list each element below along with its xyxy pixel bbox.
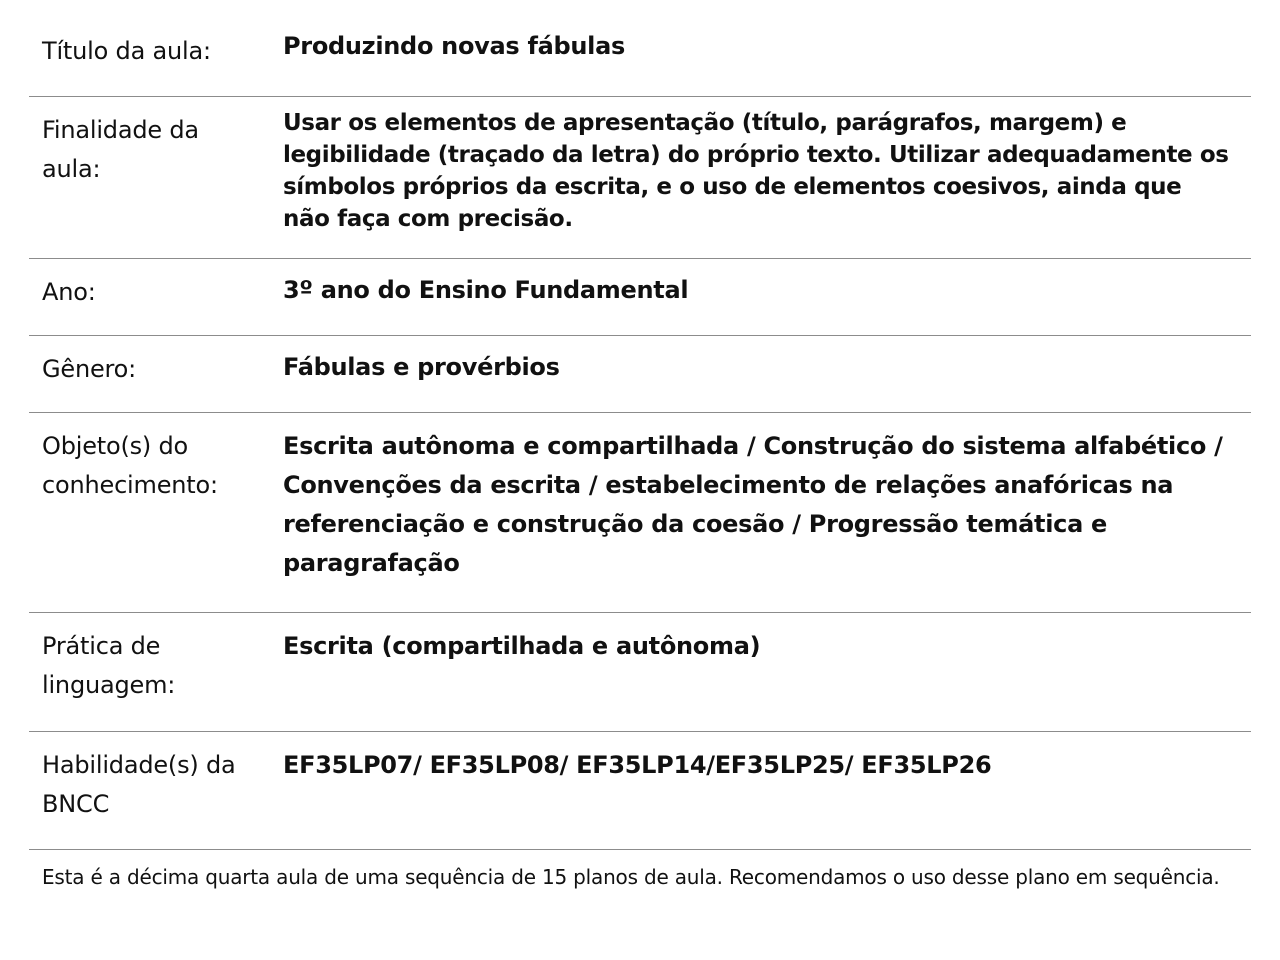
row-value: Usar os elementos de apresentação (título, parágrafos, margem) e legibilidade (traçado da letra) do próprio texto. Utilizar adequadamente os símbolos próprios da escrita, e o uso de elementos coesivos, ainda que não faça com precisão. bbox=[283, 110, 1229, 232]
row-finalidade bbox=[29, 97, 1251, 259]
lesson-plan-table bbox=[29, 0, 1251, 893]
row-value: 3º ano do Ensino Fundamental bbox=[283, 276, 689, 304]
sequence-note: Esta é a décima quarta aula de uma sequência de 15 planos de aula. Recomendamos o uso desse plano em sequência. bbox=[42, 865, 1220, 889]
row-label: Título da aula: bbox=[42, 37, 211, 65]
row-habilidades bbox=[29, 732, 1251, 850]
row-value: Produzindo novas fábulas bbox=[283, 32, 625, 60]
row-value: Escrita autônoma e compartilhada / Construção do sistema alfabético / Convenções da escrita / estabelecimento de relações anafóricas na referenciação e construção da coesão / Progressão temática e paragrafação bbox=[283, 432, 1223, 577]
row-value: Escrita (compartilhada e autônoma) bbox=[283, 632, 761, 660]
row-ano bbox=[29, 259, 1251, 336]
row-pratica bbox=[29, 613, 1251, 732]
row-label: Objeto(s) do conhecimento: bbox=[42, 432, 218, 499]
row-titulo bbox=[29, 0, 1251, 97]
row-value: Fábulas e provérbios bbox=[283, 353, 560, 381]
row-label: Gênero: bbox=[42, 355, 137, 383]
row-label: Finalidade da aula: bbox=[42, 116, 199, 183]
row-objeto bbox=[29, 413, 1251, 613]
row-genero bbox=[29, 336, 1251, 413]
row-label: Habilidade(s) da BNCC bbox=[42, 751, 236, 818]
row-label: Prática de linguagem: bbox=[42, 632, 176, 699]
row-value: EF35LP07/ EF35LP08/ EF35LP14/EF35LP25/ EF35LP26 bbox=[283, 751, 992, 779]
row-label: Ano: bbox=[42, 278, 96, 306]
